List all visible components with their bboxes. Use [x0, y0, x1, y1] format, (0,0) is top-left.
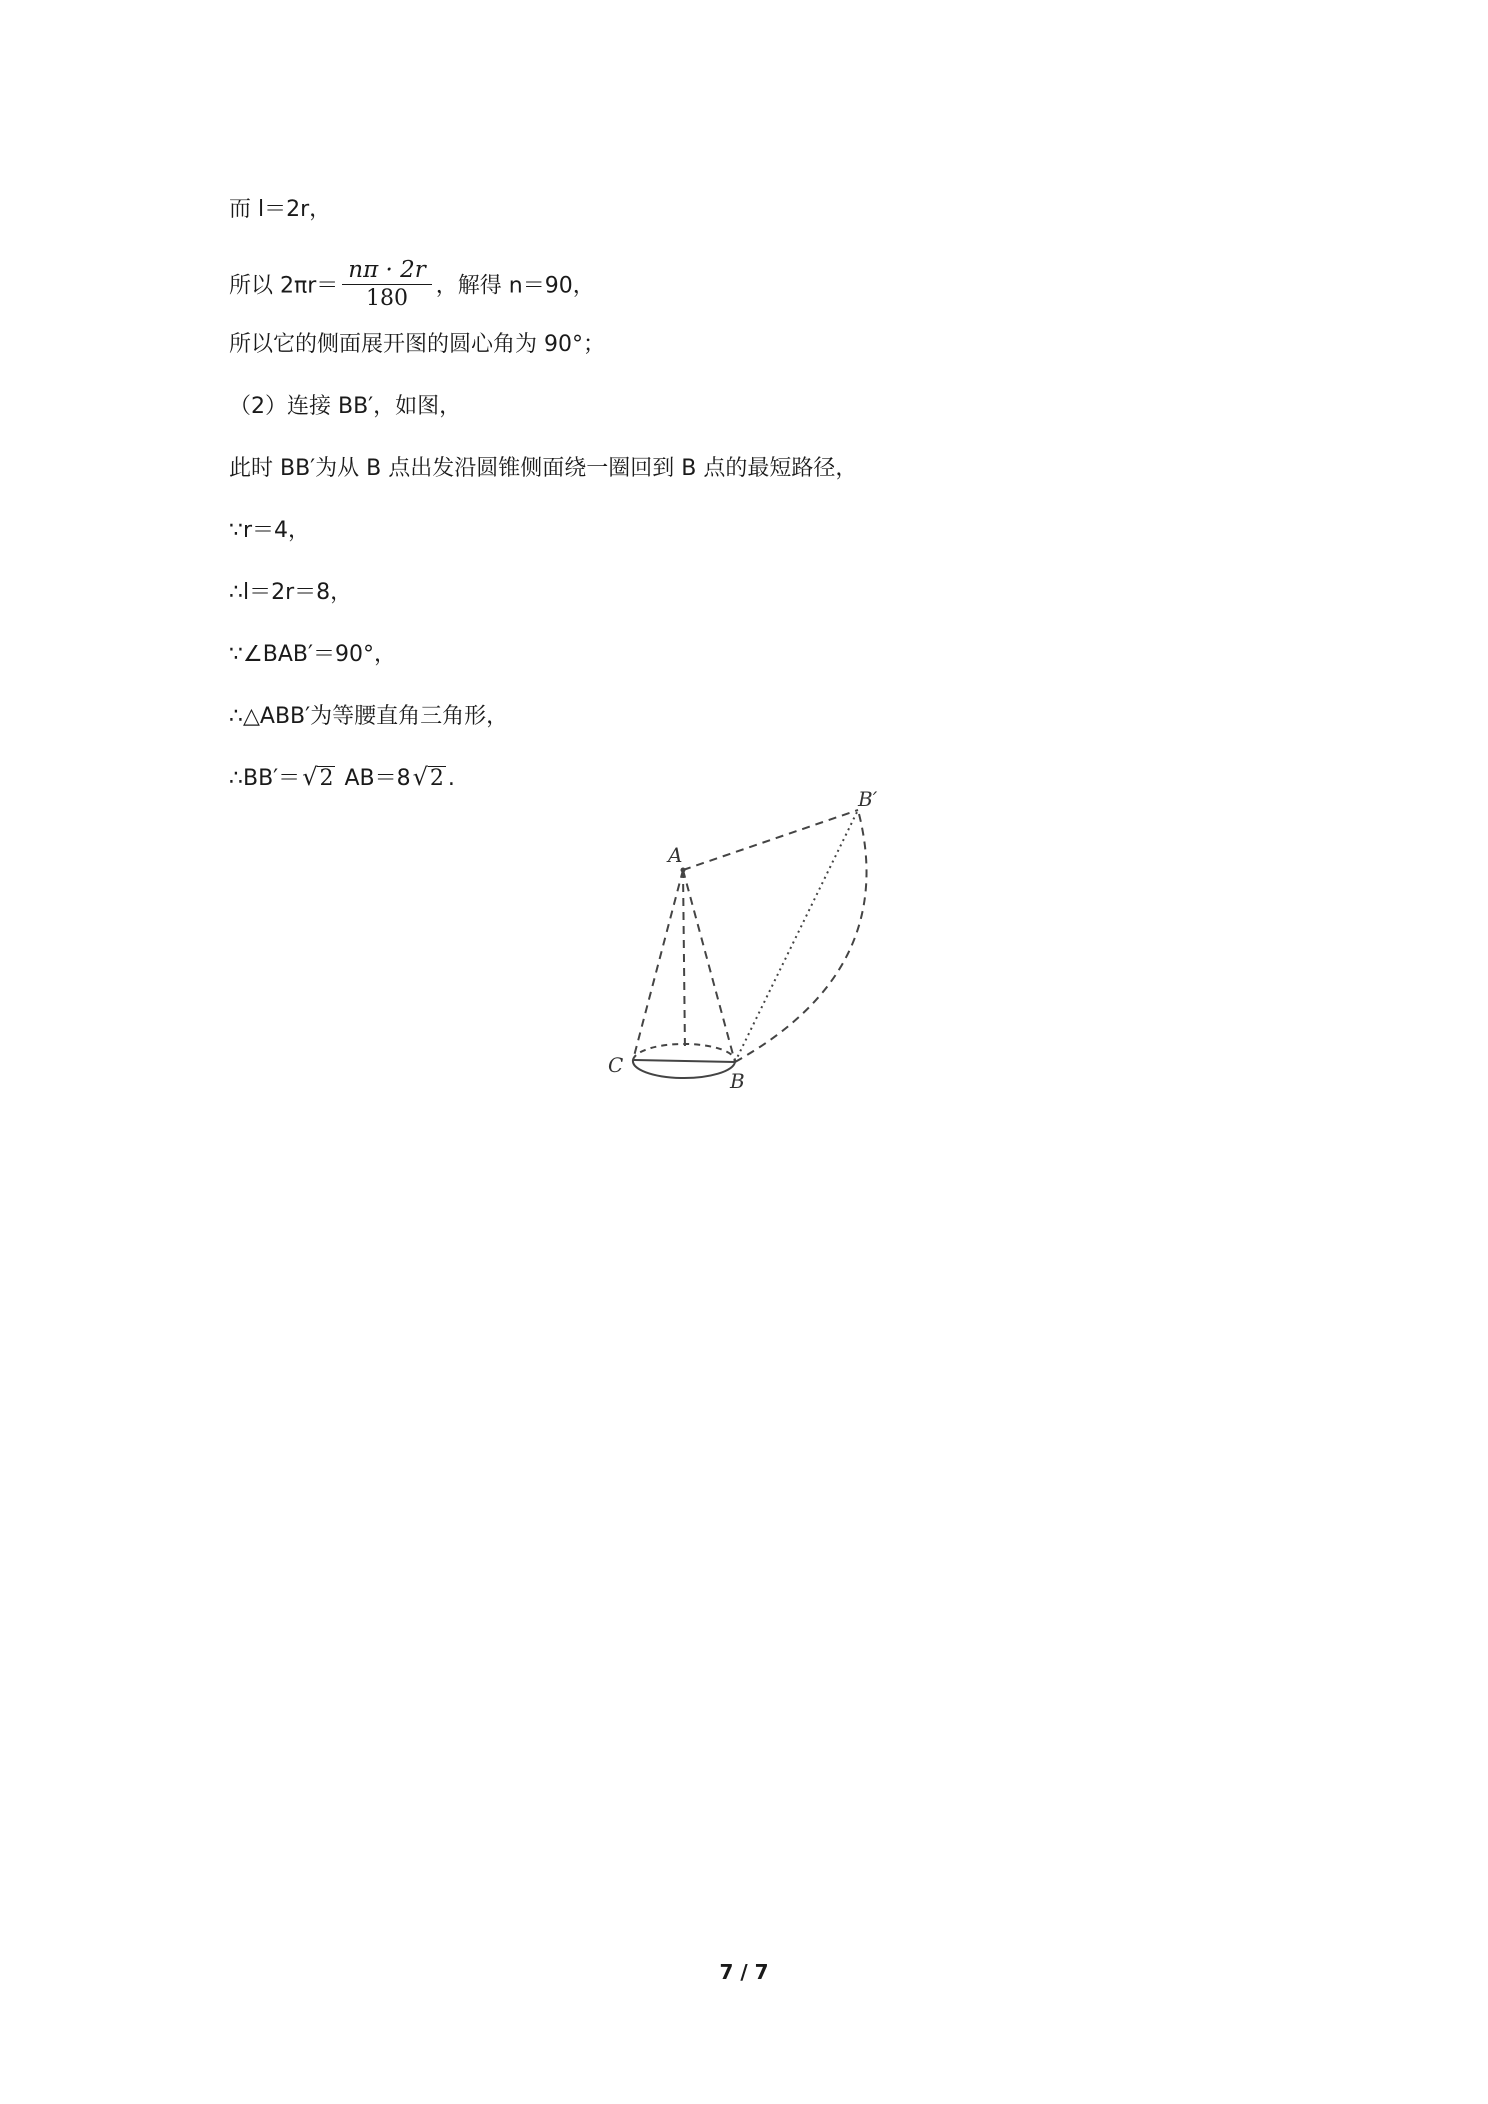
label-c: C: [608, 1053, 624, 1077]
segment-ab-prime: [683, 810, 858, 870]
text-line-8: ∴△ABB′为等腰直角三角形，: [229, 704, 509, 729]
arc-bb-prime: [735, 810, 867, 1062]
text-line-5: ∵r＝4，: [229, 518, 311, 543]
label-a: A: [668, 843, 683, 867]
text-line-4: 此时 BB′为从 B 点出发沿圆锥侧面绕一圈回到 B 点的最短路径，: [229, 456, 858, 481]
label-b: B: [730, 1069, 745, 1093]
fraction: [342, 256, 432, 313]
result-prefix: ∴BB′＝: [229, 766, 301, 791]
page-number: 7 / 7: [719, 1960, 769, 1984]
sqrt-1: √2: [302, 763, 334, 791]
segment-bb-prime: [735, 810, 858, 1062]
apex-point: [681, 868, 686, 873]
fraction-denominator: 180: [366, 286, 409, 311]
cone-figure: [590, 790, 920, 1100]
text-line-1: 而 l＝2r，: [229, 197, 332, 222]
base-front-arc: [633, 1060, 735, 1078]
cone-side-left: [633, 870, 683, 1060]
cone-side-right: [683, 870, 735, 1062]
label-b-prime: B′: [858, 790, 878, 811]
formula-line: [229, 258, 595, 315]
text-line-6: ∴l＝2r＝8，: [229, 580, 353, 605]
fraction-numerator: nπ · 2r: [342, 256, 432, 285]
result-middle: AB＝8: [344, 766, 411, 791]
text-line-3: （2）连接 BB′，如图，: [229, 394, 462, 419]
result-suffix: .: [447, 766, 455, 791]
cone-axis: [683, 870, 685, 1052]
text-line-2: 所以它的侧面展开图的圆心角为 90°；: [229, 332, 605, 357]
sqrt-2: √2: [412, 763, 444, 791]
base-back-arc: [633, 1044, 735, 1062]
result-line: [229, 762, 455, 794]
base-diameter: [633, 1060, 735, 1062]
text-line-7: ∵∠BAB′＝90°，: [229, 642, 396, 667]
formula-suffix: ，解得 n＝90，: [435, 273, 595, 299]
formula-prefix: 所以 2πr＝: [229, 273, 339, 299]
